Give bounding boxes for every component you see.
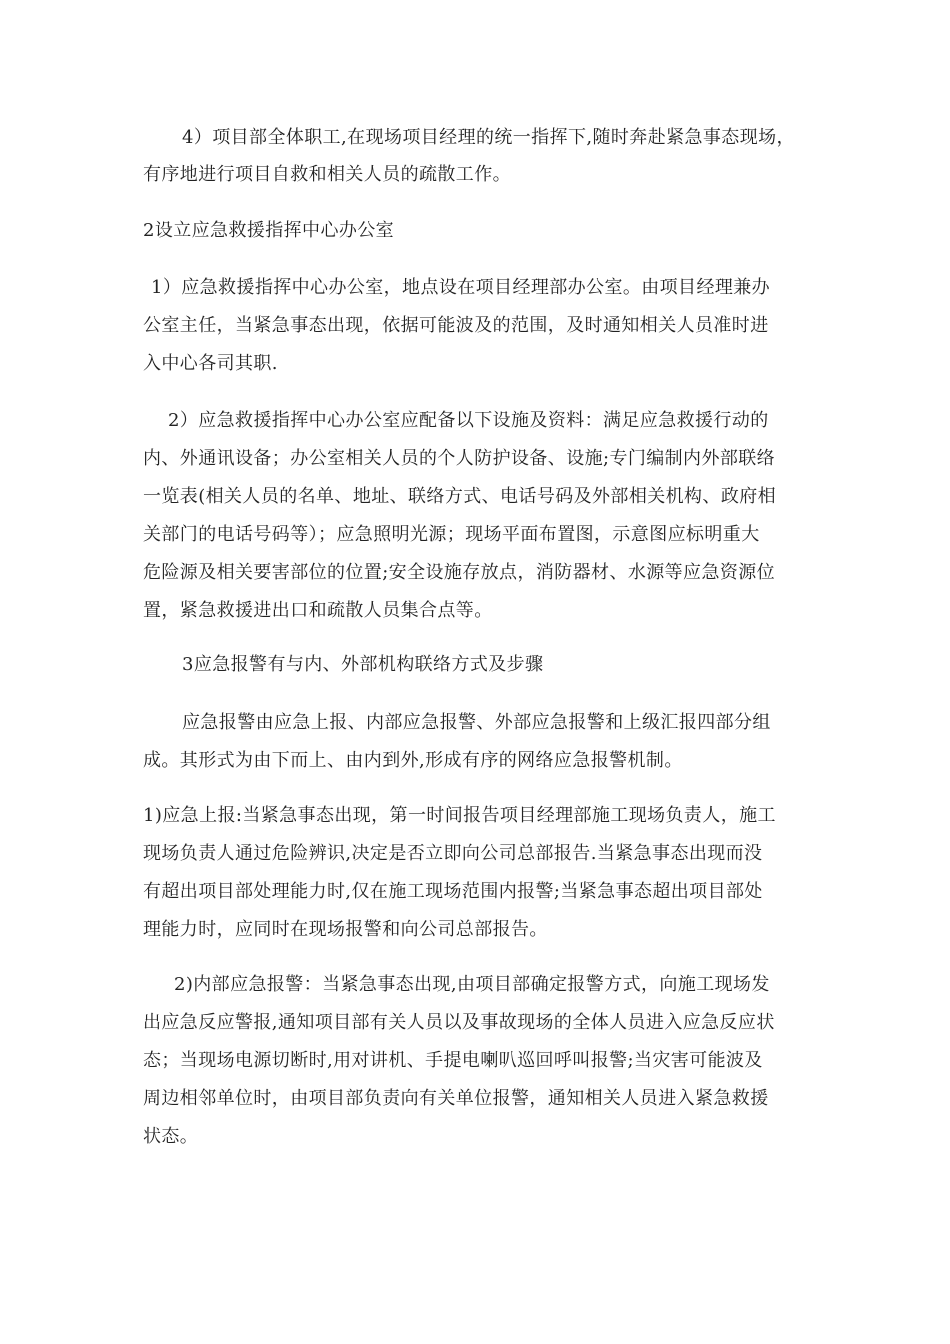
text-line: 应急报警由应急上报、内部应急报警、外部应急报警和上级汇报四部分组 [182, 712, 771, 733]
text-line: 关部门的电话号码等）；应急照明光源；现场平面布置图，示意图应标明重大 [143, 524, 760, 545]
text-line: 1）应急救援指挥中心办公室，地点设在项目经理部办公室。由项目经理兼办 [151, 277, 771, 298]
text-line: 一览表(相关人员的名单、地址、联络方式、电话号码及外部相关机构、政府相 [143, 486, 777, 507]
text-line: 2）应急救援指挥中心办公室应配备以下设施及资料：满足应急救援行动的 [168, 410, 769, 431]
text-line: 成。其形式为由下而上、由内到外,形成有序的网络应急报警机制。 [143, 750, 683, 771]
text-line: 理能力时，应同时在现场报警和向公司总部报告。 [143, 919, 548, 940]
text-line: 出应急反应警报,通知项目部有关人员以及事故现场的全体人员进入应急反应状 [143, 1012, 775, 1033]
text-line: 周边相邻单位时，由项目部负责向有关单位报警，通知相关人员进入紧急救援 [143, 1088, 769, 1109]
text-line: 状态。 [143, 1126, 199, 1147]
text-line: 现场负责人通过危险辨识,决定是否立即向公司总部报告.当紧急事态出现而没 [143, 843, 763, 864]
text-line: 公室主任，当紧急事态出现，依据可能波及的范围，及时通知相关人员准时进 [143, 315, 769, 336]
text-line: 置，紧急救援进出口和疏散人员集合点等。 [143, 600, 493, 621]
text-line: 有超出项目部处理能力时,仅在施工现场范围内报警;当紧急事态超出项目部处 [143, 881, 763, 902]
text-line: 2)内部应急报警：当紧急事态出现,由项目部确定报警方式，向施工现场发 [174, 974, 770, 995]
text-line: 危险源及相关要害部位的位置;安全设施存放点，消防器材、水源等应急资源位 [143, 562, 776, 583]
section-heading: 2设立应急救援指挥中心办公室 [143, 220, 395, 241]
text-line: 内、外通讯设备；办公室相关人员的个人防护设备、设施;专门编制内外部联络 [143, 448, 776, 469]
text-line: 1)应急上报:当紧急事态出现，第一时间报告项目经理部施工现场负责人，施工 [143, 805, 776, 826]
text-line: 4）项目部全体职工,在现场项目经理的统一指挥下,随时奔赴紧急事态现场， [182, 127, 795, 148]
text-line: 有序地进行项目自救和相关人员的疏散工作。 [143, 164, 511, 185]
section-heading: 3应急报警有与内、外部机构联络方式及步骤 [182, 654, 544, 675]
text-line: 入中心各司其职. [143, 353, 278, 374]
text-line: 态；当现场电源切断时,用对讲机、手提电喇叭巡回呼叫报警;当灾害可能波及 [143, 1050, 763, 1071]
